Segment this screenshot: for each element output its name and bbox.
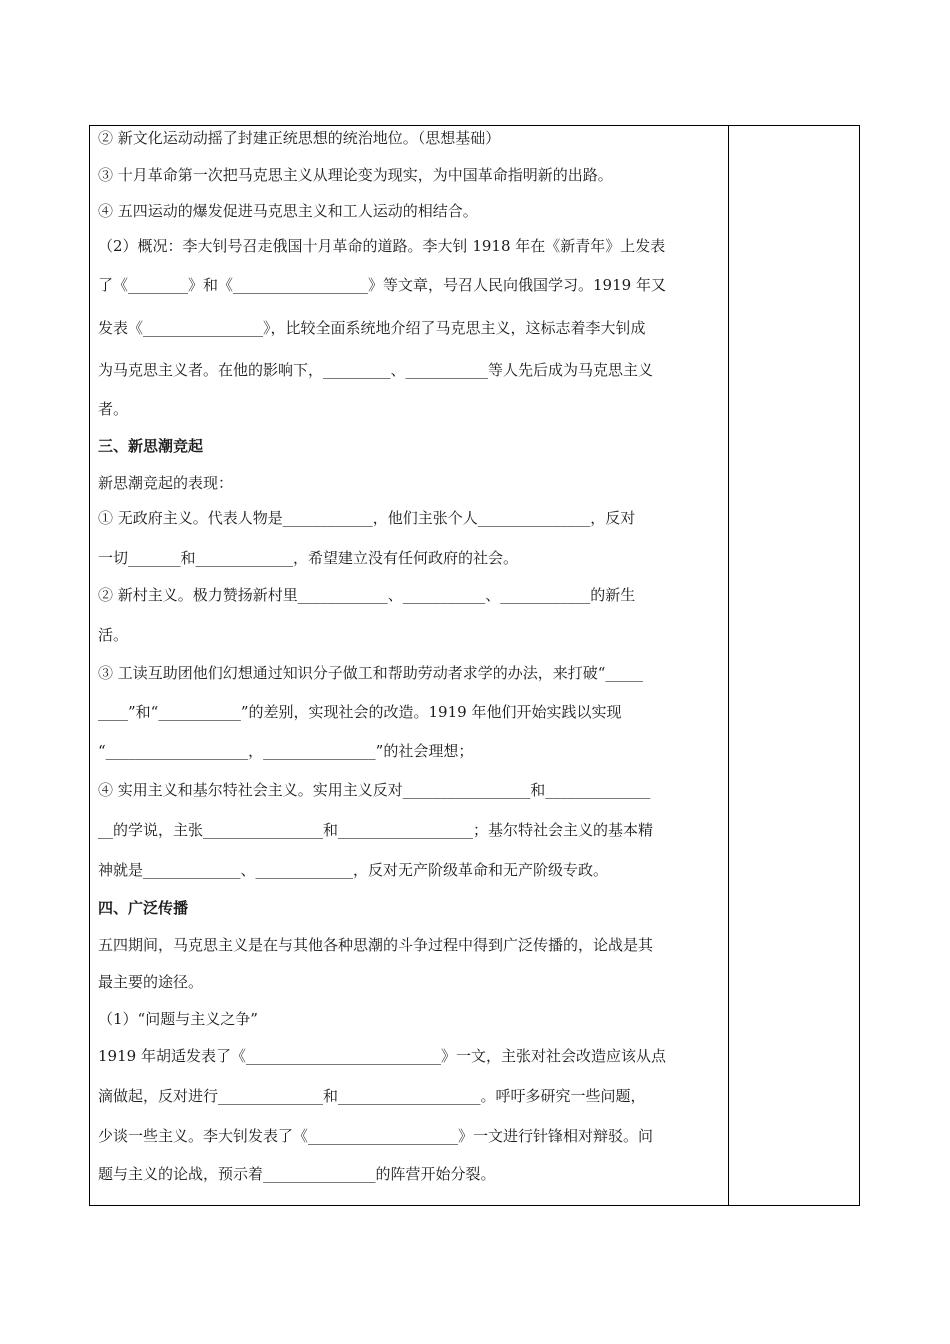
text-line: 1919 年胡适发表了《__________________________》一文，主张对社会改造应该从点: [98, 1047, 666, 1065]
section-heading: 三、新思潮竞起: [98, 437, 204, 455]
text-line: ③ 工读互助团他们幻想通过知识分子做工和帮助劳动者求学的办法，来打破“_____: [98, 664, 643, 682]
text-line: 为马克思主义者。在他的影响下，_________、___________等人先后成为马克思主义: [98, 361, 654, 379]
text-line: 新思潮竞起的表现：: [98, 474, 234, 492]
text-line: 发表《________________》，比较全面系统地介绍了马克思主义，这标志着李大钊成: [98, 319, 646, 337]
text-line: 五四期间，马克思主义是在与其他各种思潮的斗争过程中得到广泛传播的，论战是其: [98, 936, 654, 954]
text-line: 神就是_____________、_____________，反对无产阶级革命和无产阶级专政。: [98, 861, 609, 879]
text-line: ③ 十月革命第一次把马克思主义从理论变为现实，为中国革命指明新的出路。: [98, 166, 613, 184]
text-line: ④ 五四运动的爆发促进马克思主义和工人运动的相结合。: [98, 202, 478, 220]
text-line: ① 无政府主义。代表人物是____________，他们主张个人_______________，反对: [98, 509, 636, 527]
text-line: ____”和“___________”的差别，实现社会的改造。1919 年他们开始实践以实现: [98, 703, 622, 721]
column-divider: [728, 125, 729, 1206]
text-line: （1）“问题与主义之争”: [98, 1010, 258, 1028]
text-line: （2）概况：李大钊号召走俄国十月革命的道路。李大钊 1918 年在《新青年》上发表: [98, 237, 666, 255]
text-line: ④ 实用主义和基尔特社会主义。实用主义反对_________________和______________: [98, 781, 651, 799]
text-line: ② 新村主义。极力赞扬新村里____________、___________、____________的新生: [98, 586, 636, 604]
text-line: 一切_______和_____________，希望建立没有任何政府的社会。: [98, 549, 519, 567]
text-line: __的学说，主张________________和__________________；基尔特社会主义的基本精: [98, 821, 654, 839]
text-line: ② 新文化运动动摇了封建正统思想的统治地位。（思想基础）: [98, 129, 501, 147]
text-line: 活。: [98, 626, 129, 644]
text-line: 少谈一些主义。李大钊发表了《____________________》一文进行针锋相对辩驳。问: [98, 1127, 654, 1145]
text-line: “___________________，_______________”的社会理想；: [98, 742, 474, 760]
text-line: 了《________》和《__________________》等文章，号召人民向俄国学习。1919 年又: [98, 276, 666, 294]
text-line: 滴做起，反对进行______________和___________________。呼吁多研究一些问题，: [98, 1087, 646, 1105]
text-line: 者。: [98, 400, 129, 418]
text-line: 题与主义的论战，预示着_______________的阵营开始分裂。: [98, 1165, 496, 1183]
text-line: 最主要的途径。: [98, 973, 204, 991]
section-heading: 四、广泛传播: [98, 899, 189, 917]
